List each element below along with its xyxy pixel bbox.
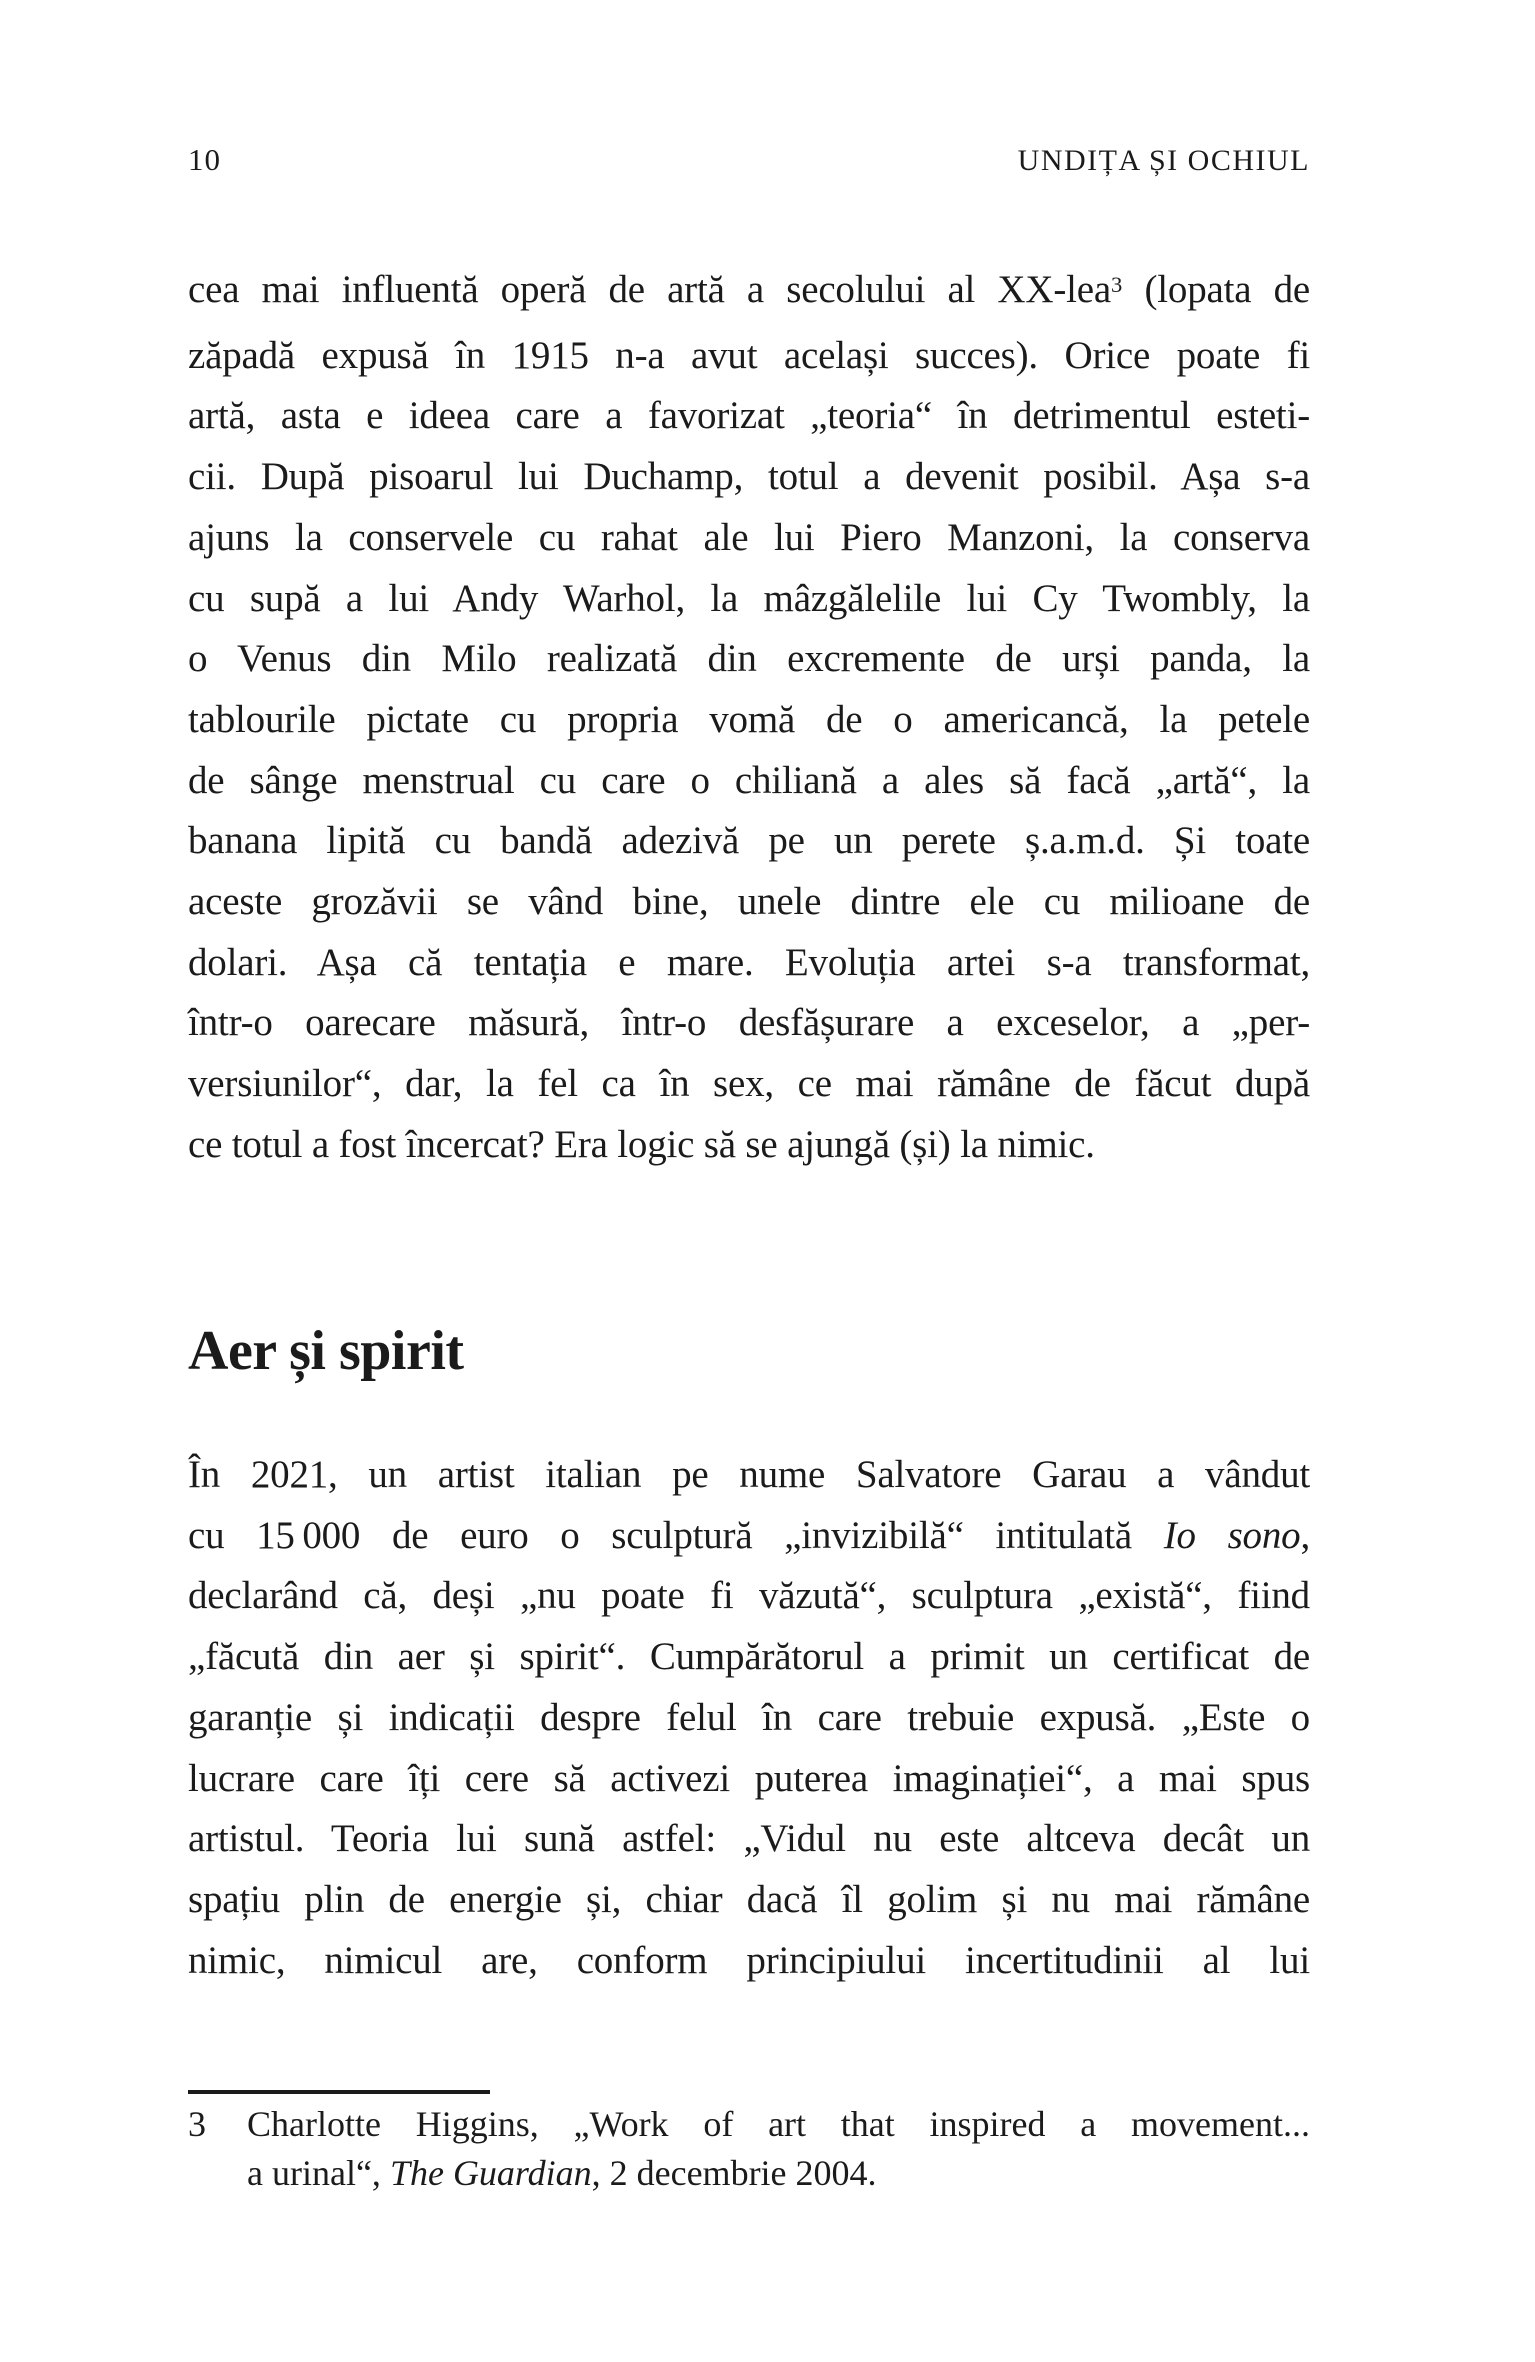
running-head: UNDIȚA ȘI OCHIUL [1017, 144, 1310, 177]
text-line: declarând că, deși „nu poate fi văzută“, sculptura „există“, fiind [188, 1574, 1310, 1618]
text-line: cii. După pisoarul lui Duchamp, totul a devenit posibil. Așa s-a [188, 455, 1310, 499]
text-segment: (lopata de [1122, 268, 1310, 311]
paragraph-aer-si-spirit [188, 1445, 1310, 1991]
text-line: banana lipită cu bandă adezivă pe un perete ș.a.m.d. Și toate [188, 819, 1310, 863]
text-line: artă, asta e ideea care a favorizat „teoria“ în detrimentul esteti- [188, 394, 1310, 438]
text-segment: a urinal“, [247, 2153, 390, 2193]
text-line: lucrare care îți cere să activezi puterea imaginației“, a mai spus [188, 1756, 1310, 1800]
text-line: aceste grozăvii se vând bine, unele dintre ele cu milioane de [188, 880, 1310, 924]
paragraph-continuation [188, 260, 1310, 1176]
text-line: artistul. Teoria lui sună astfel: „Vidul nu este altceva decât un [188, 1817, 1310, 1861]
text-line: Charlotte Higgins, „Work of art that inspired a movement... [247, 2104, 1310, 2144]
section-heading: Aer și spirit [188, 1320, 464, 1382]
footnote-divider [188, 2090, 490, 2094]
text-line: spațiu plin de energie și, chiar dacă îl golim și nu mai rămâne [188, 1877, 1310, 1921]
text-line: tablourile pictate cu propria vomă de o americancă, la petele [188, 697, 1310, 741]
text-line: ce totul a fost încercat? Era logic să se ajungă (și) la nimic. [188, 1122, 1095, 1166]
text-line [247, 2149, 1310, 2198]
text-segment: cu 15 000 de euro o sculptură „invizibilă“ intitulată [188, 1513, 1164, 1557]
text-line: ajuns la conservele cu rahat ale lui Piero Manzoni, la conserva [188, 515, 1310, 559]
page-number: 10 [188, 142, 221, 177]
text-segment: , 2 decembrie 2004. [591, 2153, 877, 2193]
italic-text: The Guardian [389, 2153, 592, 2193]
text-line [188, 260, 1310, 326]
text-line: cu supă a lui Andy Warhol, la mâzgălelile lui Cy Twombly, la [188, 576, 1310, 620]
text-line: dolari. Așa că tentația e mare. Evoluția artei s-a transformat, [188, 940, 1310, 984]
text-line: o Venus din Milo realizată din excremente de urși panda, la [188, 637, 1310, 681]
text-segment: cea mai influentă operă de artă a secolului al XX-lea [188, 268, 1111, 311]
text-line: În 2021, un artist italian pe nume Salvatore Garau a vândut [188, 1453, 1310, 1496]
footnote-reference-mark: 3 [1110, 271, 1123, 297]
text-line: într-o oarecare măsură, într-o desfășurare a exceselor, a „per- [188, 1001, 1310, 1045]
text-line: nimic, nimicul are, conform principiului incertitudinii al lui [188, 1938, 1310, 1982]
text-line: „făcută din aer și spirit“. Cumpărătorul a primit un certificat de [188, 1635, 1310, 1679]
text-line: de sânge menstrual cu care o chiliană a ales să facă „artă“, la [188, 758, 1310, 802]
text-line: versiunilor“, dar, la fel ca în sex, ce mai rămâne de făcut după [188, 1062, 1310, 1106]
text-segment: , [1300, 1513, 1311, 1557]
footnote-number: 3 [188, 2104, 206, 2144]
text-line [188, 1506, 1310, 1567]
footnote-text [247, 2100, 1310, 2198]
footnote [188, 2100, 1310, 2198]
text-line: zăpadă expusă în 1915 n-a avut același succes). Orice poate fi [188, 333, 1310, 377]
text-line: garanție și indicații despre felul în care trebuie expusă. „Este o [188, 1695, 1310, 1739]
italic-text: Io sono [1163, 1513, 1301, 1557]
